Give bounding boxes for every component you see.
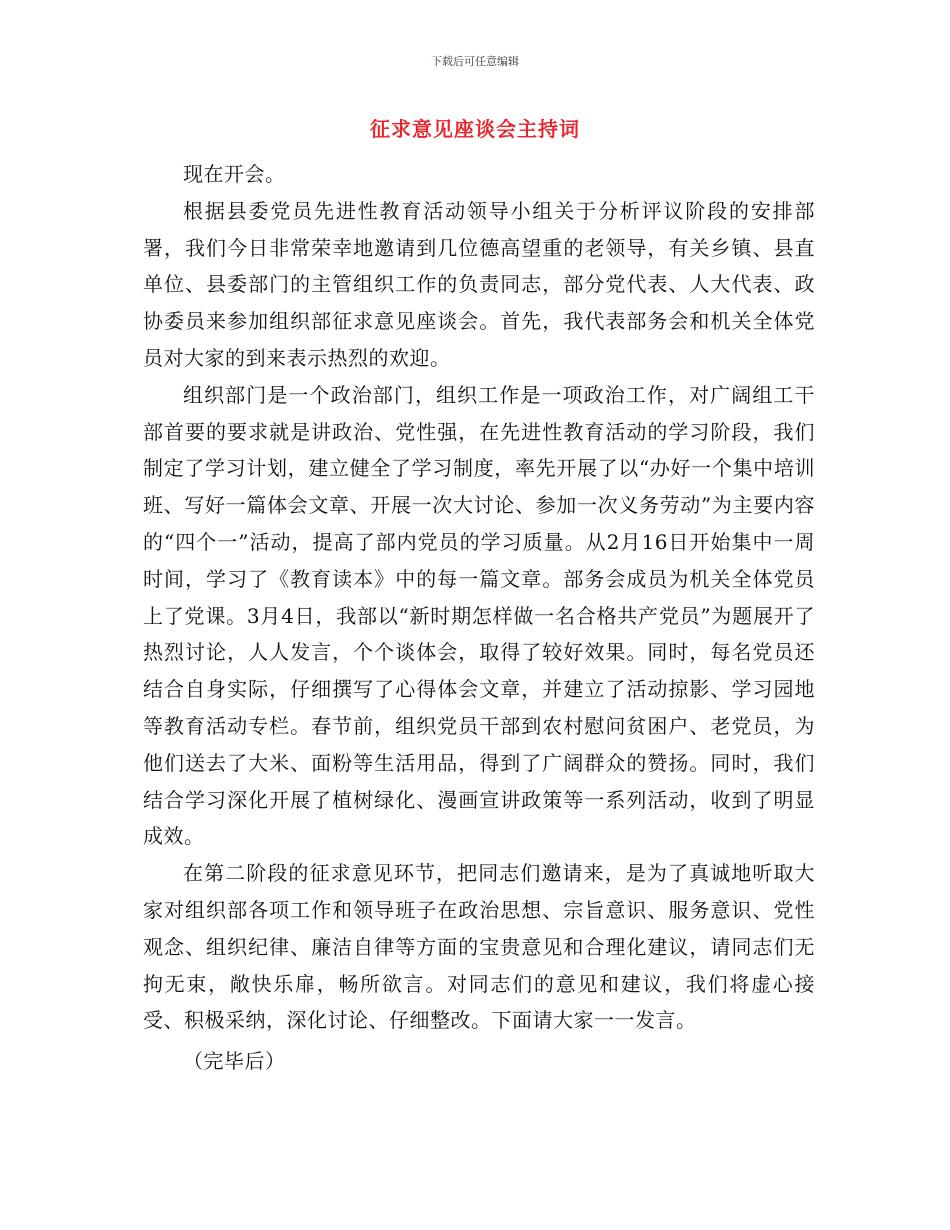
paragraph-solicit-opinions: 在第二阶段的征求意见环节，把同志们邀请来，是为了真诚地听取大家对组织部各项工作和领导班子在政治思想、宗旨意识、服务意识、党性观念、组织纪律、廉洁自律等方面的宝贵意见和合理化建议，请同志们无拘无束，敞快乐扉，畅所欲言。对同志们的意见和建议，我们将虚心接受、积极采纳，深化讨论、仔细整改。下面请大家一一发言。: [143, 861, 815, 1033]
page-header-note: 下载后可任意编辑: [431, 55, 519, 68]
paragraph-study-activities: 组织部门是一个政治部门，组织工作是一项政治工作，对广阔组工干部首要的要求就是讲政治、党性强，在先进性教育活动的学习阶段，我们制定了学习计划，建立健全了学习制度，率先开展了以“办好一个集中培训班、写好一篇体会文章、开展一次大讨论、参加一次义务劳动”为主要内容的“四个一”活动，提高了部内党员的学习质量。从2月16日开始集中一周时间，学习了《教育读本》中的每一篇文章。部务会成员为机关全体党员上了党课。3月4日，我部以“新时期怎样做一名合格共产党员”为题展开了热烈讨论，人人发言，个个谈体会，取得了较好效果。同时，每名党员还结合自身实际，仔细撰写了心得体会文章，并建立了活动掠影、学习园地等教育活动专栏。春节前，组织党员干部到农村慰问贫困户、老党员，为他们送去了大米、面粉等生活用品，得到了广阔群众的赞扬。同时，我们结合学习深化开展了植树绿化、漫画宣讲政策等一系列活动，收到了明显成效。: [143, 382, 815, 849]
paragraph-opening: 现在开会。: [183, 162, 286, 186]
paragraph-introduction: 根据县委党员先进性教育活动领导小组关于分析评议阶段的安排部署，我们今日非常荣幸地邀请到几位德高望重的老领导，有关乡镇、县直单位、县委部门的主管组织工作的负责同志，部分党代表、人大代表、政协委员来参加组织部征求意见座谈会。首先，我代表部务会和机关全体党员对大家的到来表示热烈的欢迎。: [143, 198, 815, 370]
document-body: [143, 156, 815, 1080]
paragraph-closing-note: （完毕后）: [183, 1049, 286, 1074]
document-title: 征求意见座谈会主持词: [370, 117, 580, 141]
